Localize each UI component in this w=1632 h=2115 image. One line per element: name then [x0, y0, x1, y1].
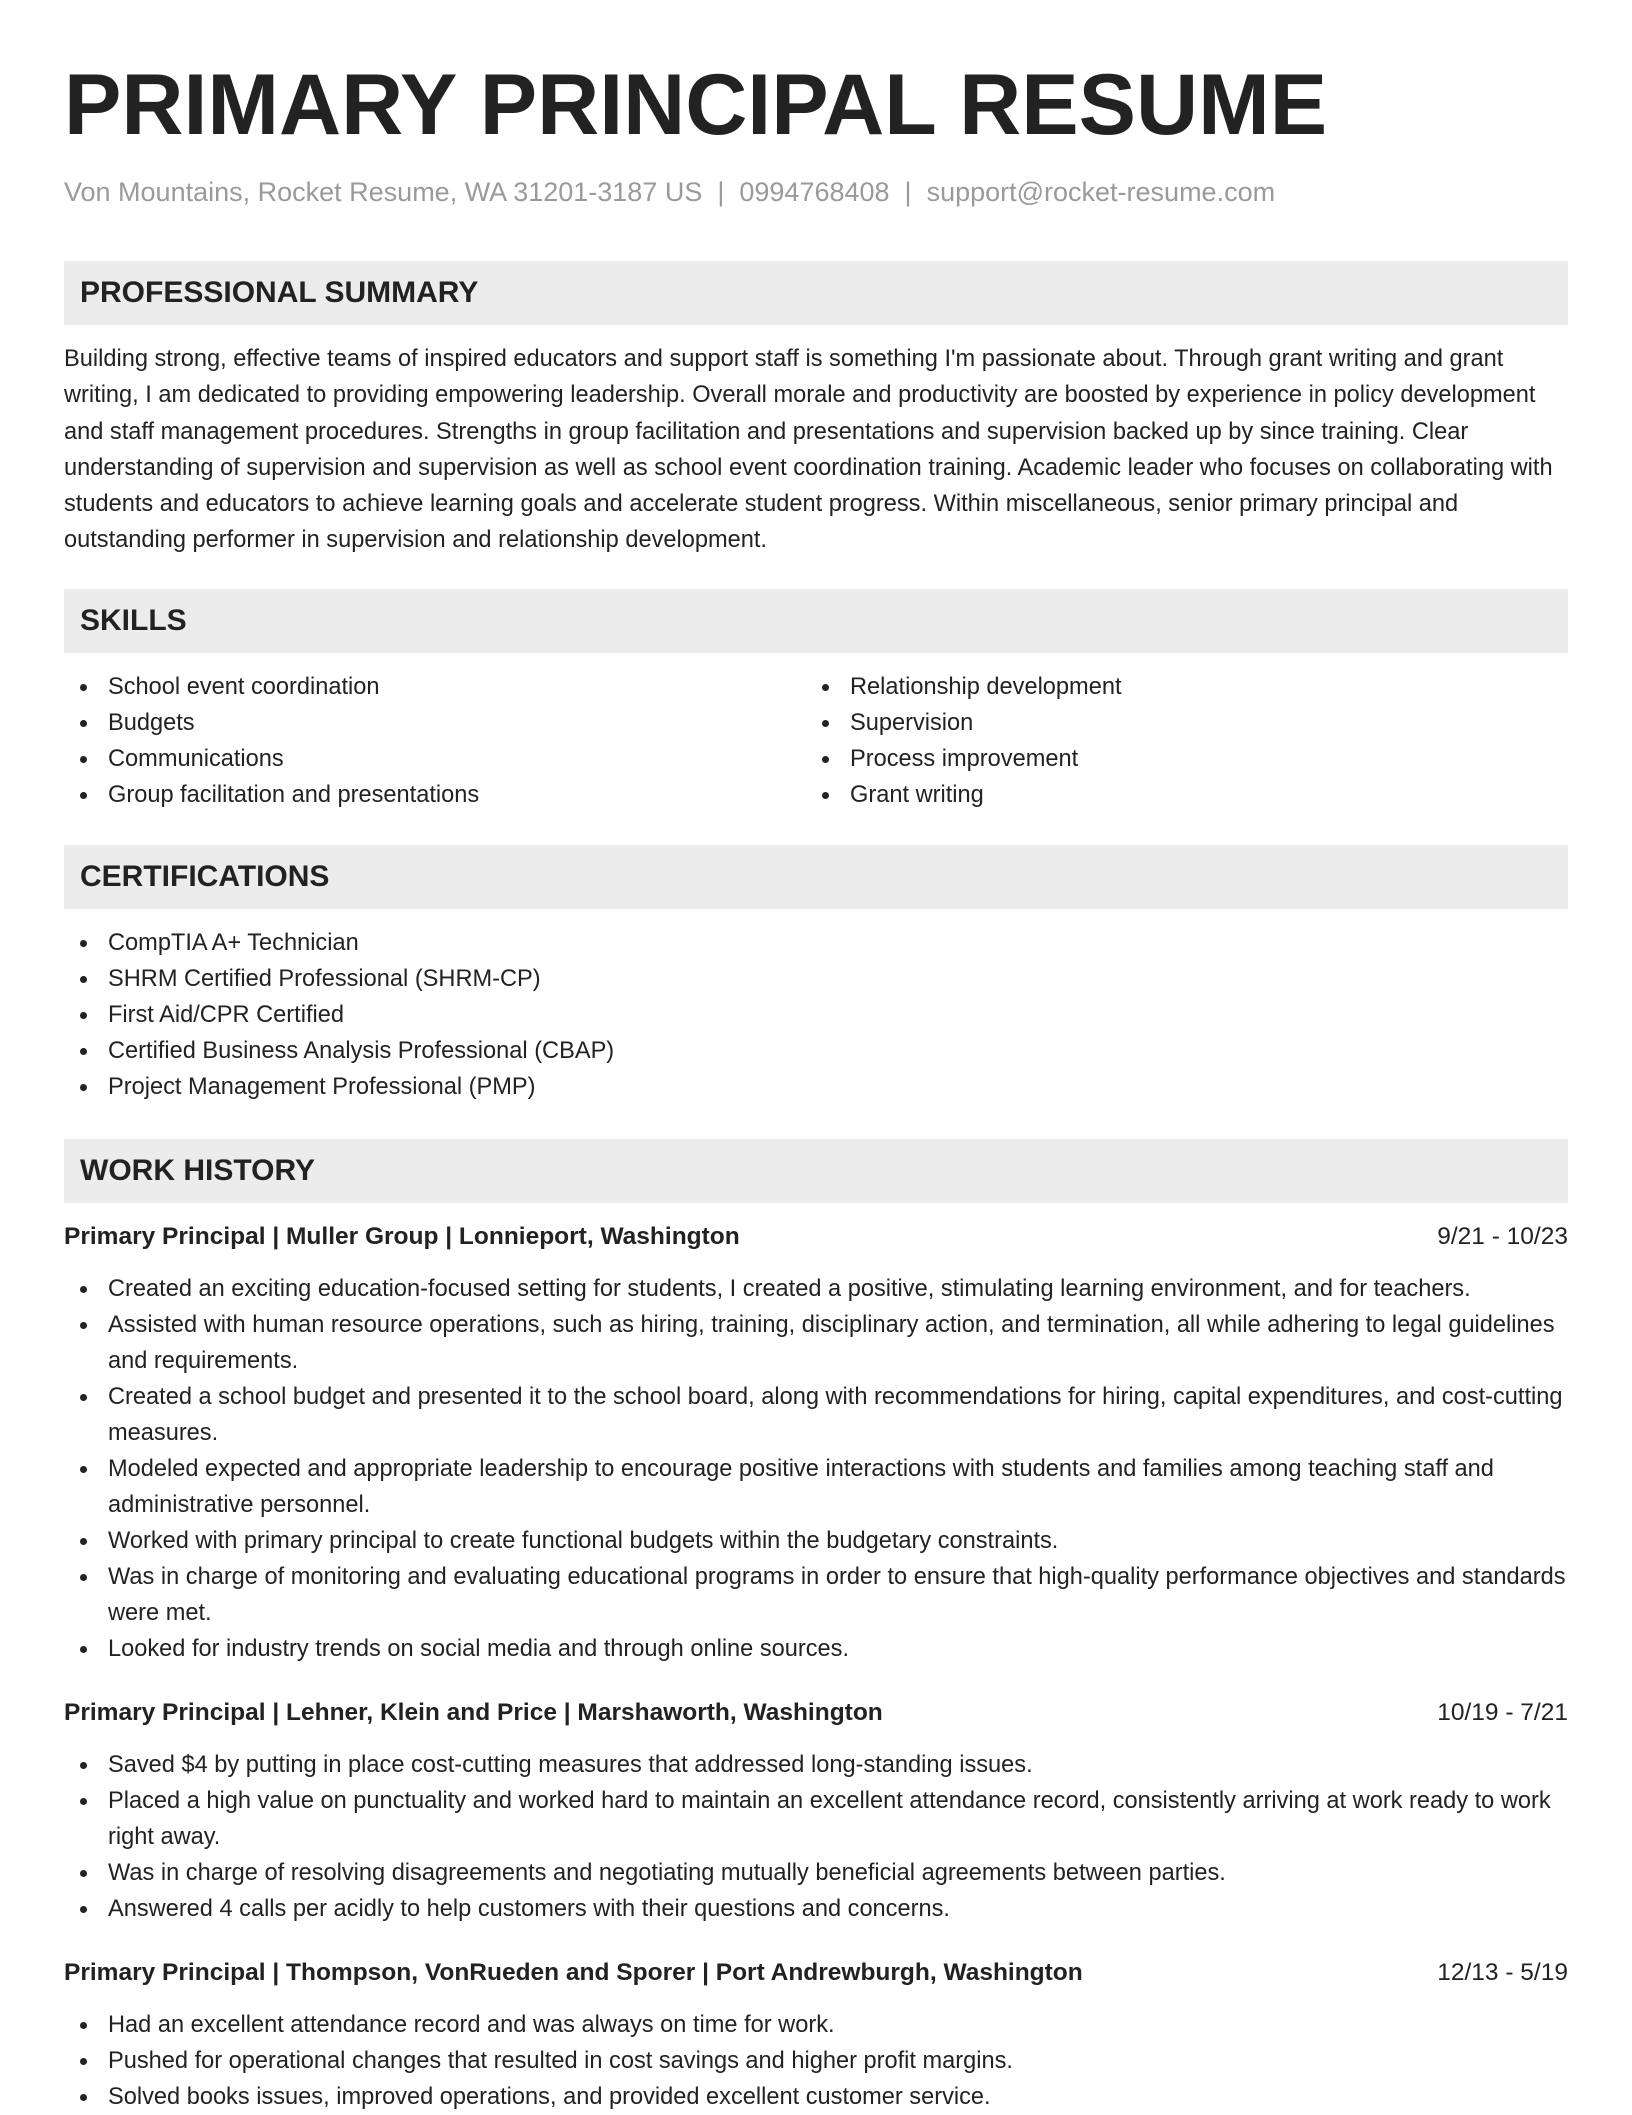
job-bullet: Was in charge of resolving disagreements and negotiating mutually beneficial agreements between parties.: [64, 1855, 1568, 1891]
skill-item: School event coordination: [64, 669, 806, 705]
job-bullet: Solved books issues, improved operations, and provided excellent customer service.: [64, 2079, 1568, 2115]
section-heading-summary: PROFESSIONAL SUMMARY: [64, 261, 1568, 325]
job-entry: [64, 1695, 1568, 1927]
job-bullet: Was in charge of monitoring and evaluating educational programs in order to ensure that high-quality performance objectives and standards were met.: [64, 1559, 1568, 1631]
contact-phone: 0994768408: [739, 177, 890, 207]
job-bullet: Created an exciting education-focused setting for students, I created a positive, stimulating learning environment, and for teachers.: [64, 1271, 1568, 1307]
job-dates: 10/19 - 7/21: [1437, 1698, 1568, 1726]
skills-list-left: [64, 669, 806, 813]
job-bullet: Modeled expected and appropriate leadership to encourage positive interactions with students and families among teaching staff and administrative personnel.: [64, 1451, 1568, 1523]
section-heading-skills: SKILLS: [64, 589, 1568, 653]
skill-item: Grant writing: [806, 777, 1548, 813]
contact-line: [64, 175, 1568, 209]
skill-item: Group facilitation and presentations: [64, 777, 806, 813]
skill-item: Communications: [64, 741, 806, 777]
certification-item: Project Management Professional (PMP): [64, 1069, 1568, 1105]
job-dates: 12/13 - 5/19: [1437, 1958, 1568, 1986]
summary-text: Building strong, effective teams of inspired educators and support staff is something I'm passionate about. Through grant writing and grant writing, I am dedicated to providing empowering leadership. Overall morale and productivity are boosted by experience in policy development and staff management procedures. Strengths in group facilitation and presentations and supervision backed up by since training. Clear understanding of supervision and supervision as well as school event coordination training. Academic leader who focuses on collaborating with students and educators to achieve learning goals and accelerate student progress. Within miscellaneous, senior primary principal and outstanding performer in supervision and relationship development.: [64, 346, 1553, 554]
job-bullet: Looked for industry trends on social media and through online sources.: [64, 1631, 1568, 1667]
job-bullet: Answered 4 calls per acidly to help customers with their questions and concerns.: [64, 1891, 1568, 1927]
skills-list-right: [806, 669, 1548, 813]
resume-title: PRIMARY PRINCIPAL RESUME: [64, 57, 1328, 153]
contact-address: Von Mountains, Rocket Resume, WA 31201-3187 US: [64, 177, 703, 207]
job-bullet-list: [64, 1747, 1568, 1927]
skill-item: Relationship development: [806, 669, 1548, 705]
certification-item: SHRM Certified Professional (SHRM-CP): [64, 961, 1568, 997]
contact-email: support@rocket-resume.com: [926, 177, 1276, 207]
certification-item: First Aid/CPR Certified: [64, 997, 1568, 1033]
job-header: [64, 1695, 1568, 1731]
contact-separator: |: [717, 177, 725, 207]
job-bullet: Worked with primary principal to create functional budgets within the budgetary constraints.: [64, 1523, 1568, 1559]
job-bullet: Assisted with human resource operations, such as hiring, training, disciplinary action, and termination, all while adhering to legal guidelines and requirements.: [64, 1307, 1568, 1379]
skill-item: Process improvement: [806, 741, 1548, 777]
certification-item: CompTIA A+ Technician: [64, 925, 1568, 961]
skills-column-left: [64, 669, 806, 813]
job-title: Primary Principal | Muller Group | Lonnieport, Washington: [64, 1222, 740, 1250]
job-title: Primary Principal | Thompson, VonRueden and Sporer | Port Andrewburgh, Washington: [64, 1958, 1083, 1986]
skill-item: Supervision: [806, 705, 1548, 741]
skills-column-right: [806, 669, 1548, 813]
certification-item: Certified Business Analysis Professional (CBAP): [64, 1033, 1568, 1069]
contact-separator: |: [904, 177, 912, 207]
job-header: [64, 1219, 1568, 1255]
job-bullet: Created a school budget and presented it to the school board, along with recommendations for hiring, capital expenditures, and cost-cutting measures.: [64, 1379, 1568, 1451]
skills-grid: [64, 669, 1568, 813]
job-entry: [64, 1219, 1568, 1667]
skill-item: Budgets: [64, 705, 806, 741]
job-bullet-list: [64, 2007, 1568, 2115]
job-dates: 9/21 - 10/23: [1437, 1222, 1568, 1250]
certifications-list: [64, 925, 1568, 1105]
job-bullet: Saved $4 by putting in place cost-cutting measures that addressed long-standing issues.: [64, 1747, 1568, 1783]
resume-page: [64, 0, 1568, 2115]
job-entry: [64, 1955, 1568, 2115]
job-bullet: Had an excellent attendance record and was always on time for work.: [64, 2007, 1568, 2043]
job-header: [64, 1955, 1568, 1991]
job-bullet-list: [64, 1271, 1568, 1667]
job-title: Primary Principal | Lehner, Klein and Price | Marshaworth, Washington: [64, 1698, 883, 1726]
section-heading-certifications: CERTIFICATIONS: [64, 845, 1568, 909]
job-bullet: Pushed for operational changes that resulted in cost savings and higher profit margins.: [64, 2043, 1568, 2079]
section-heading-work-history: WORK HISTORY: [64, 1139, 1568, 1203]
job-bullet: Placed a high value on punctuality and worked hard to maintain an excellent attendance record, consistently arriving at work ready to work right away.: [64, 1783, 1568, 1855]
